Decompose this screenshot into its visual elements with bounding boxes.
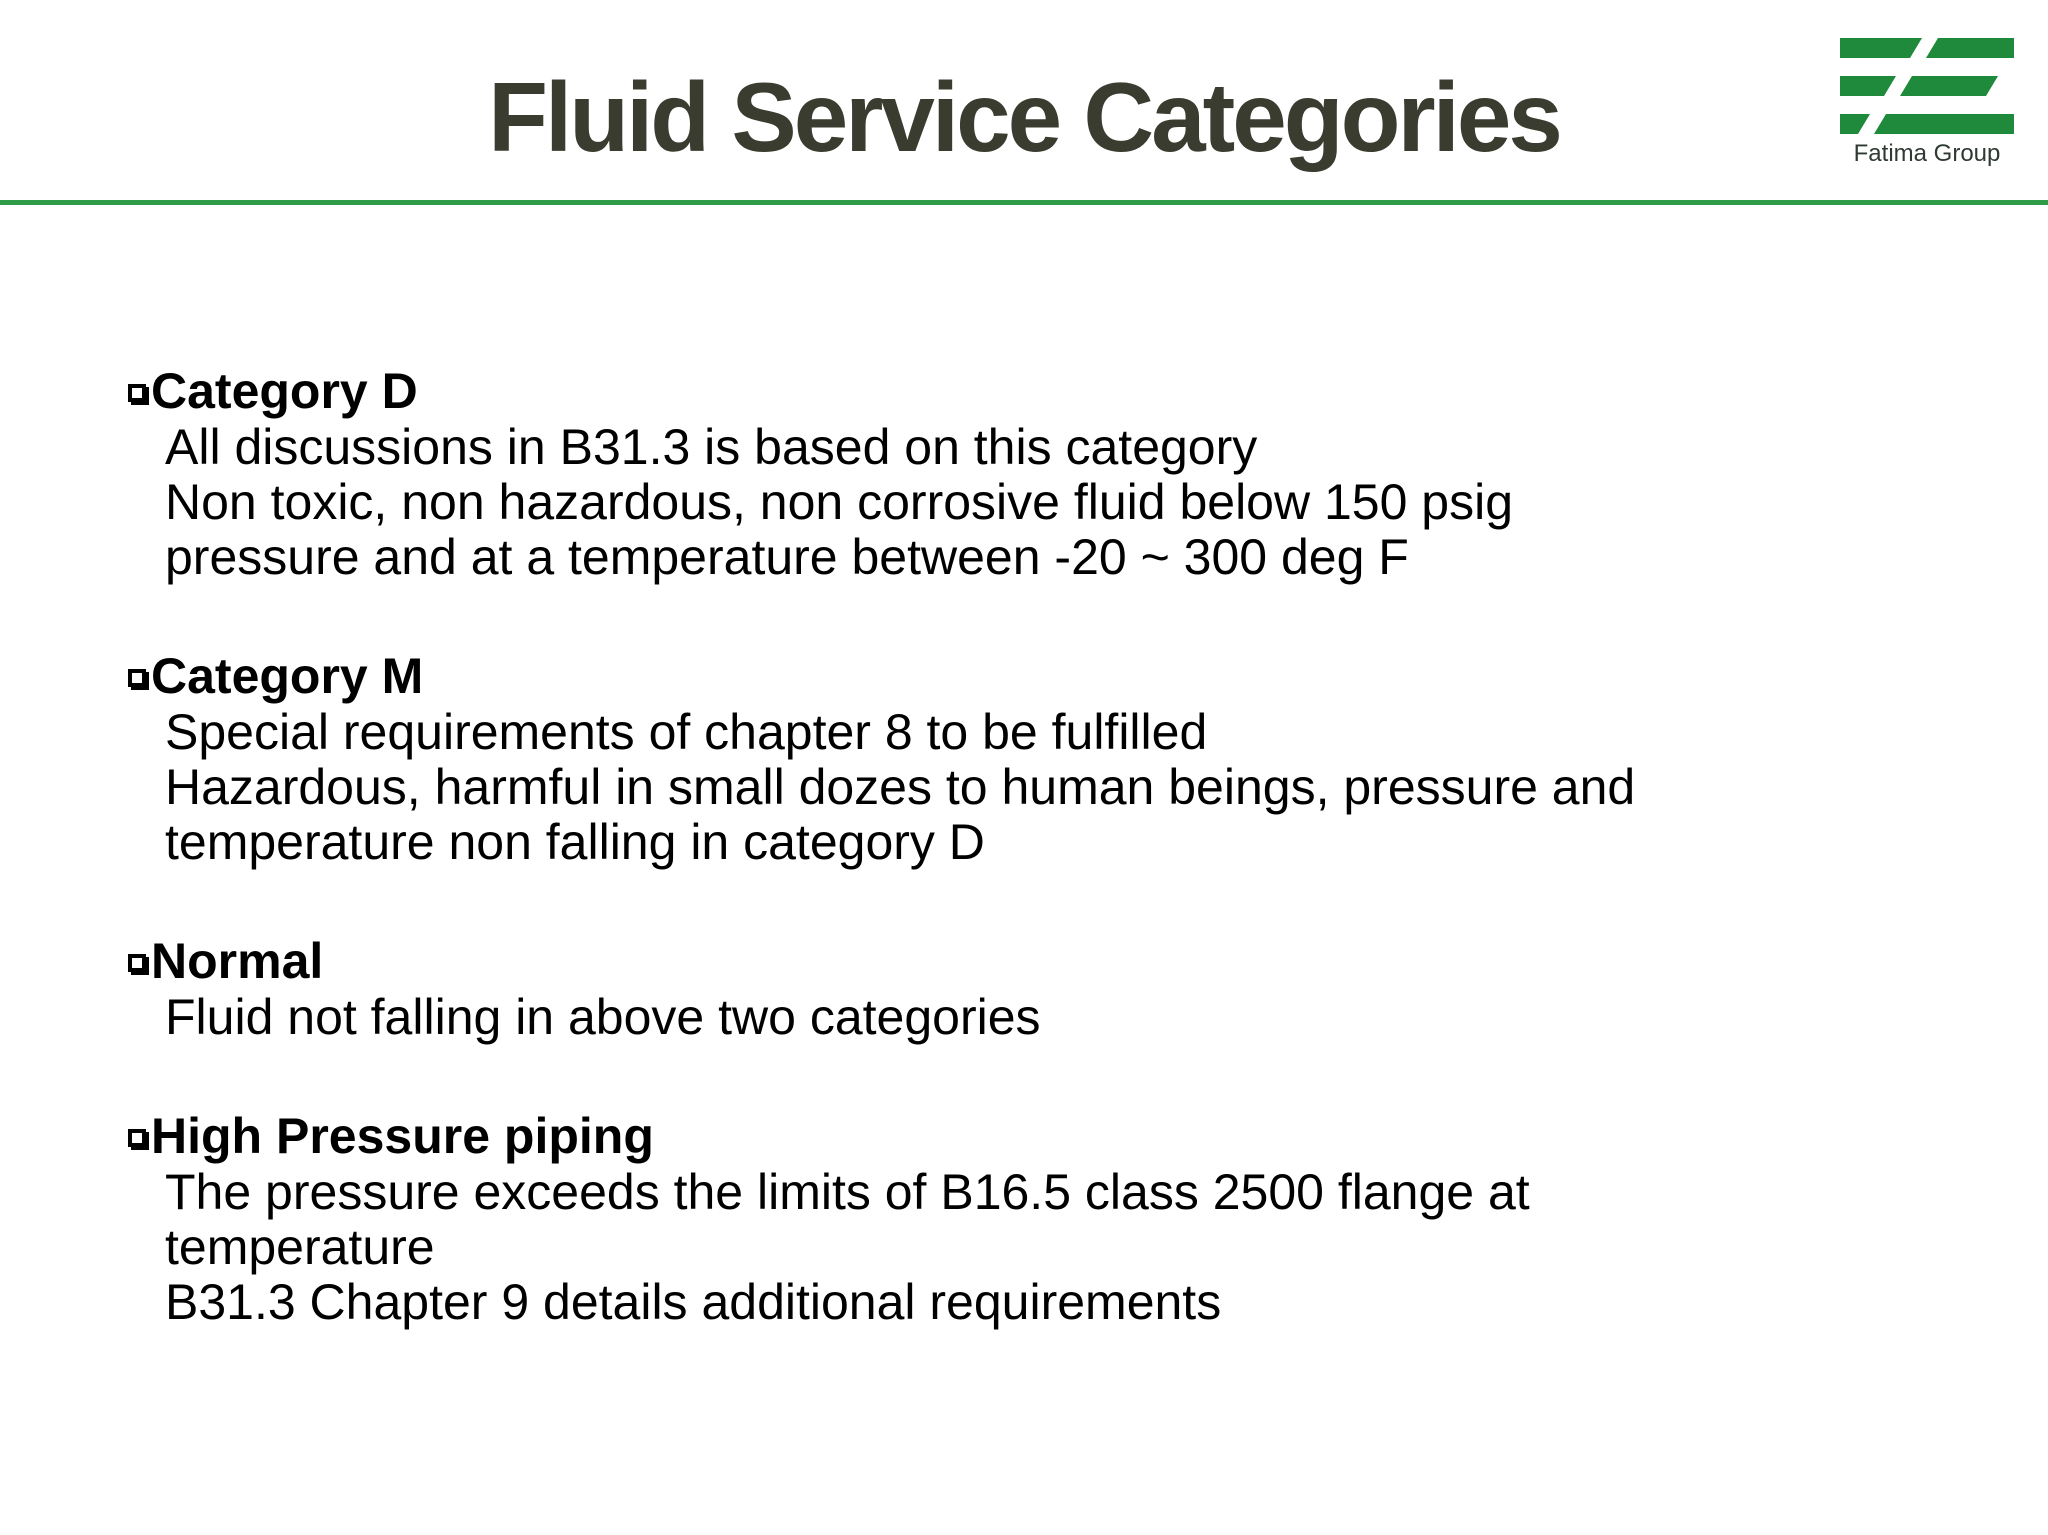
- fatima-group-logo: [1838, 36, 2016, 172]
- section-text-line: The pressure exceeds the limits of B16.5 class 2500 flange at: [165, 1164, 1530, 1220]
- section-text-line: Fluid not falling in above two categories: [165, 989, 1041, 1045]
- section-text-line: All discussions in B31.3 is based on this category: [165, 419, 1258, 475]
- logo-bar-bottom-left: [1840, 114, 1870, 134]
- section-heading: Normal: [151, 933, 324, 989]
- section-heading: Category D: [151, 363, 418, 419]
- logo-bar-top-right: [1926, 38, 2014, 58]
- title-divider: [0, 200, 2048, 205]
- checkbox-bullet-icon: [128, 384, 146, 402]
- slide-title: Fluid Service Categories: [488, 62, 1560, 172]
- section-text-line: temperature: [165, 1219, 435, 1275]
- section-category-d: [128, 362, 1948, 585]
- checkbox-bullet-icon: [128, 954, 146, 972]
- section-heading-row: [128, 362, 1948, 420]
- section-text-line: B31.3 Chapter 9 details additional requirements: [165, 1274, 1222, 1330]
- section-category-m: [128, 647, 1948, 870]
- section-text-line: temperature non falling in category D: [165, 814, 985, 870]
- logo-bar-mid-left: [1840, 76, 1896, 96]
- logo-bar-top-left: [1840, 38, 1922, 58]
- checkbox-bullet-icon: [128, 669, 146, 687]
- section-text-line: Hazardous, harmful in small dozes to human beings, pressure and: [165, 759, 1636, 815]
- logo-bar-mid-right: [1900, 76, 1998, 96]
- section-heading: High Pressure piping: [151, 1108, 654, 1164]
- checkbox-bullet-icon: [128, 1129, 146, 1147]
- logo-text: Fatima Group: [1853, 140, 2001, 167]
- section-heading-row: [128, 1107, 1948, 1165]
- section-text-line: Special requirements of chapter 8 to be fulfilled: [165, 704, 1208, 760]
- section-text-line: pressure and at a temperature between -20 ~ 300 deg F: [165, 529, 1409, 585]
- section-high-pressure-piping: [128, 1107, 1948, 1330]
- section-normal: [128, 932, 1948, 1045]
- section-heading: Category M: [151, 648, 424, 704]
- section-heading-row: [128, 932, 1948, 990]
- logo-bar-bottom-right: [1874, 114, 2014, 134]
- bullet-list: [128, 362, 1948, 1392]
- section-text-line: Non toxic, non hazardous, non corrosive fluid below 150 psig: [165, 474, 1514, 530]
- fatima-group-logo-mark: [1838, 36, 2016, 136]
- section-heading-row: [128, 647, 1948, 705]
